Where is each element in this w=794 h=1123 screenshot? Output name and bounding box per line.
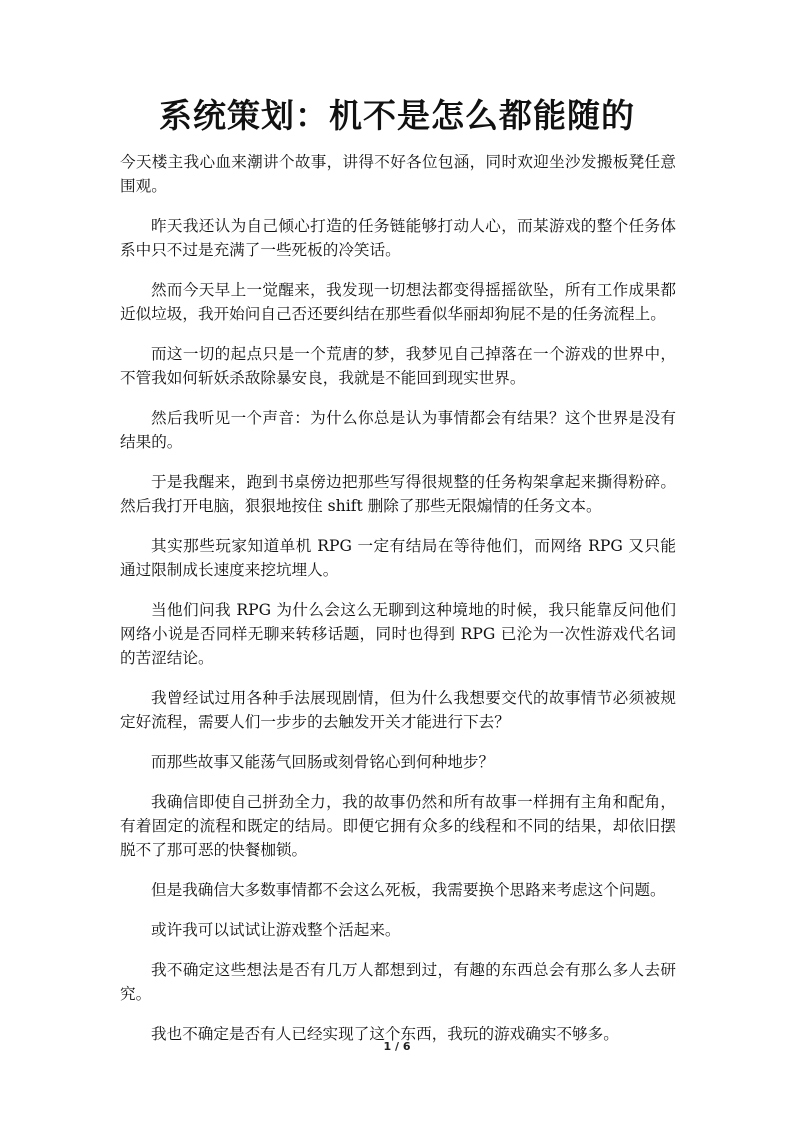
paragraph: 我不确定这些想法是否有几万人都想到过，有趣的东西总会有那么多人去研究。: [120, 961, 676, 1003]
article-body: [120, 150, 676, 1062]
paragraph: 我曾经试过用各种手法展现剧情，但为什么我想要交代的故事情节必须被规定好流程，需要人们一步步的去触发开关才能进行下去？: [120, 689, 676, 731]
page-title: 系统策划：机不是怎么都能随的: [159, 96, 635, 135]
paragraph: 我确信即使自己拼劲全力，我的故事仍然和所有故事一样拥有主角和配角，有着固定的流程和既定的结局。即便它拥有众多的线程和不同的结果，却依旧摆脱不了那可恶的快餐枷锁。: [120, 793, 676, 859]
paragraph: 昨天我还认为自己倾心打造的任务链能够打动人心，而某游戏的整个任务体系中只不过是充满了一些死板的冷笑话。: [120, 217, 676, 259]
paragraph: 或许我可以试试让游戏整个活起来。: [151, 921, 401, 939]
paragraph: 而那些故事又能荡气回肠或刻骨铭心到何种地步？: [151, 753, 495, 771]
paragraph: 然而今天早上一觉醒来，我发现一切想法都变得摇摇欲坠，所有工作成果都近似垃圾，我开始问自己否还要纠结在那些看似华丽却狗屁不是的任务流程上。: [120, 281, 676, 323]
paragraph: 其实那些玩家知道单机 RPG 一定有结局在等待他们，而网络 RPG 又只能通过限制成长速度来挖坑埋人。: [120, 537, 676, 579]
paragraph: 然后我听见一个声音：为什么你总是认为事情都会有结果？这个世界是没有结果的。: [120, 409, 676, 451]
paragraph: 今天楼主我心血来潮讲个故事，讲得不好各位包涵，同时欢迎坐沙发搬板凳任意围观。: [120, 153, 676, 195]
paragraph: 当他们问我 RPG 为什么会这么无聊到这种境地的时候，我只能靠反问他们网络小说是否同样无聊来转移话题，同时也得到 RPG 已沦为一次性游戏代名词的苦涩结论。: [120, 601, 676, 667]
paragraph: 但是我确信大多数事情都不会这么死板，我需要换个思路来考虑这个问题。: [151, 881, 666, 899]
page-number: 1 / 6: [383, 1040, 411, 1053]
paragraph: 而这一切的起点只是一个荒唐的梦，我梦见自己掉落在一个游戏的世界中，不管我如何斩妖杀敌除暴安良，我就是不能回到现实世界。: [120, 345, 676, 387]
paragraph: 于是我醒来，跑到书桌傍边把那些写得很规整的任务构架拿起来撕得粉碎。然后我打开电脑，狠狠地按住 shift 删除了那些无限煽情的任务文本。: [120, 473, 676, 515]
paragraph: 我也不确定是否有人已经实现了这个东西，我玩的游戏确实不够多。: [151, 1025, 619, 1043]
